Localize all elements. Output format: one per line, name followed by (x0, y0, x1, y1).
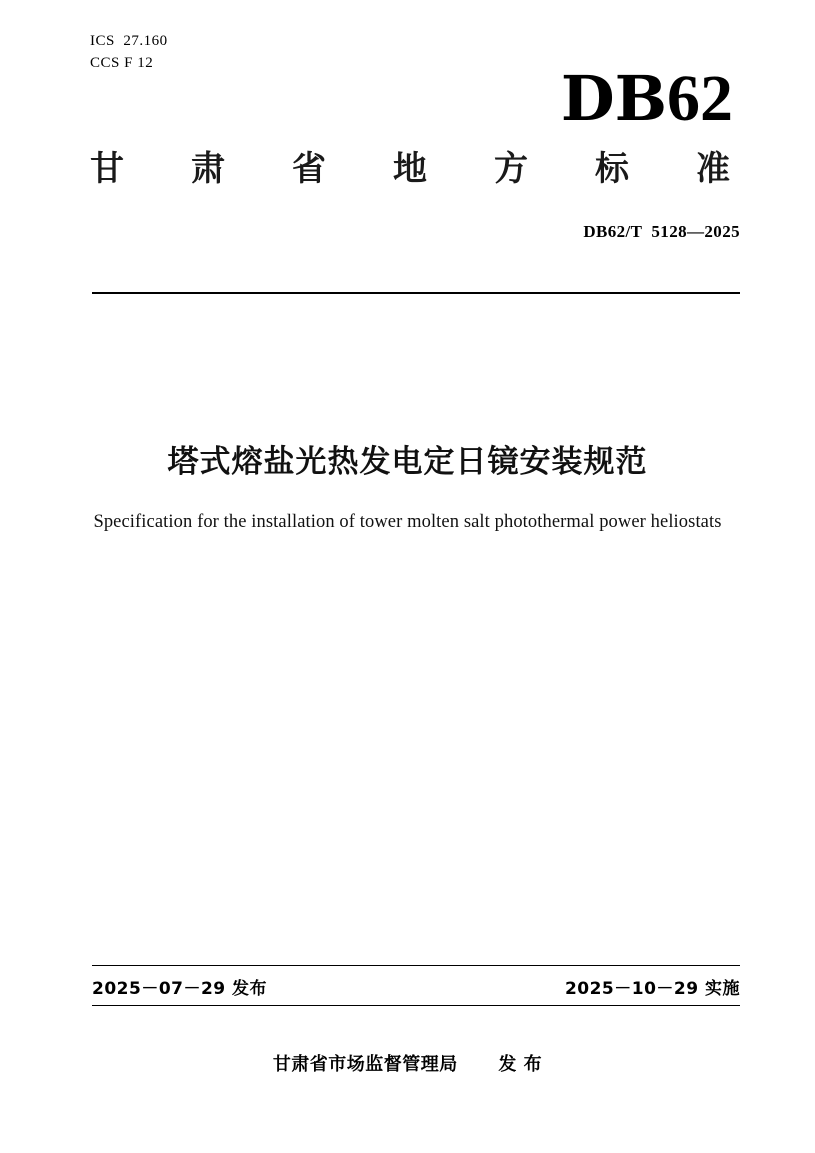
db-number: 62 (667, 62, 733, 135)
date-row (92, 968, 740, 1004)
page-title-english: Specification for the installation of tower molten salt photothermal power heliostats (93, 512, 722, 532)
standard-number: DB62/T 5128—2025 (583, 222, 740, 241)
ics-code: ICS 27.160 (90, 33, 168, 49)
classification-codes (90, 30, 168, 74)
province-char-2: 省 (292, 149, 326, 189)
ccs-code: CCS F 12 (90, 55, 154, 71)
province-char-4: 方 (494, 149, 528, 189)
footer-divider-bottom (92, 1005, 740, 1006)
page-title: 塔式熔盐光热发电定日镜安装规范 (167, 444, 648, 480)
issuing-authority: 甘肃省市场监督管理局 发 布 (272, 1054, 543, 1075)
province-char-1: 肃 (191, 149, 225, 189)
province-char-3: 地 (393, 149, 427, 189)
province-char-5: 标 (595, 149, 629, 189)
header-divider (92, 292, 740, 294)
db62-logo (560, 62, 733, 135)
province-char-0: 甘 (90, 149, 124, 189)
db-prefix: DB (560, 62, 667, 135)
implementation-date: 2025－10－29 实施 (564, 978, 740, 999)
province-standard-heading (90, 148, 730, 190)
province-char-6: 准 (696, 149, 730, 189)
footer-divider-top (92, 965, 740, 966)
issue-date: 2025－07－29 发布 (92, 978, 268, 999)
